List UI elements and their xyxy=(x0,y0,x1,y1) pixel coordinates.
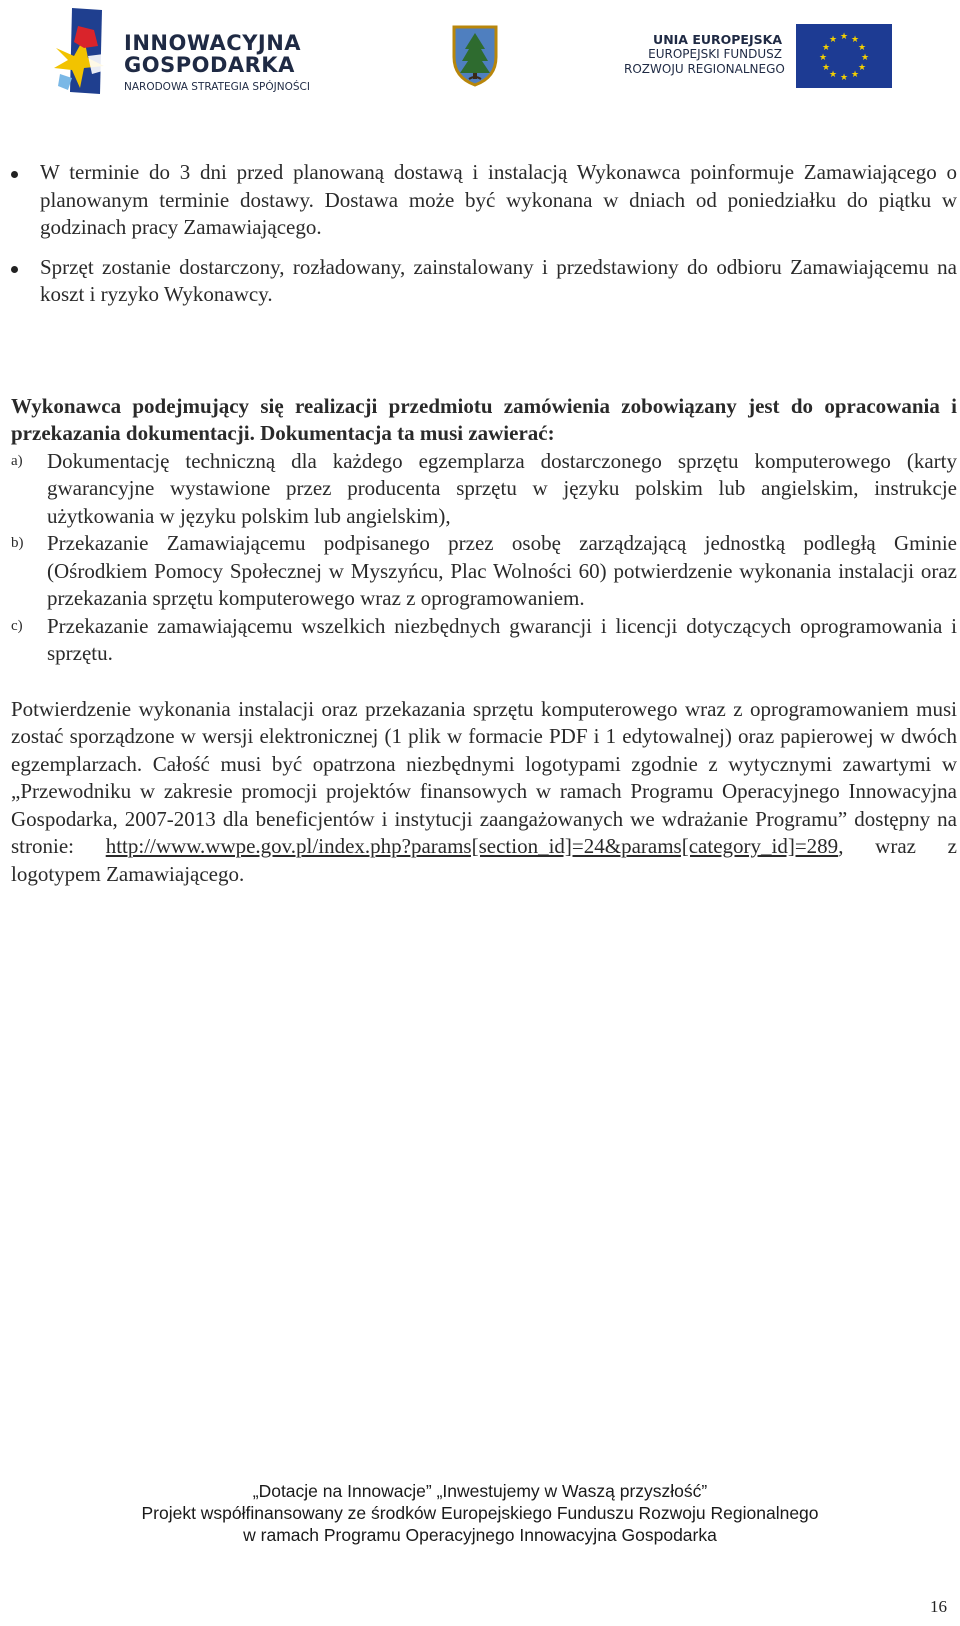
list-marker: c) xyxy=(11,617,23,634)
documentation-list xyxy=(11,448,957,668)
list-item xyxy=(11,448,957,531)
eu-line1: UNIA EUROPEJSKA xyxy=(653,32,782,47)
innowacyjna-gospodarka-mark-icon xyxy=(54,8,110,96)
list-item-text: Dokumentację techniczną dla każdego egzemplarza dostarczonego sprzętu komputerowego (karty gwarancyjne wystawione przez producenta sprzętu w języku polskim lub angielskim, instrukcje użytkowania w języku polskim lub angielskim), xyxy=(47,448,957,528)
bullet-list xyxy=(11,159,957,309)
ig-logo-line1: INNOWACYJNA xyxy=(124,31,302,55)
list-item xyxy=(11,530,957,613)
svg-text:★: ★ xyxy=(821,43,831,53)
eu-line2: EUROPEJSKI FUNDUSZ xyxy=(648,47,782,61)
svg-text:★: ★ xyxy=(821,63,831,73)
svg-text:★: ★ xyxy=(828,70,838,80)
eu-fund-label xyxy=(624,32,785,77)
svg-text:★: ★ xyxy=(850,70,860,80)
list-item-text: Przekazanie zamawiającemu wszelkich niezbędnych gwarancji i licencji dotyczących oprogramowania i sprzętu. xyxy=(47,613,957,665)
svg-text:★: ★ xyxy=(850,35,860,45)
paragraph-text: Potwierdzenie wykonania instalacji oraz przekazania sprzętu komputerowego wraz z oprogramowaniem musi zostać sporządzone w wersji elektronicznej (1 plik w formacie PDF i 1 edytowalnej) oraz papierowej w dwóch egzemplarzach. Całość musi być opatrzona niezbędnymi logotypami zgodnie z wytycznymi zawartymi w „Przewodniku w zakresie promocji projektów finansowych w ramach Programu Operacyjnego Innowacyjna Gospodarka, 2007-2013 dla beneficjentów i instytucji zaangażowanych we wdrażanie Programu” dostępny na stronie: xyxy=(11,696,957,858)
lead-text: Wykonawca podejmujący się realizacji przedmiotu zamówienia zobowiązany jest do opracowania i przekazania dokumentacji. xyxy=(11,393,957,445)
ig-logo-subtitle: NARODOWA STRATEGIA SPÓJNOŚCI xyxy=(124,81,310,93)
ig-logo-line2: GOSPODARKA xyxy=(124,53,295,77)
list-item xyxy=(11,613,957,668)
svg-text:★: ★ xyxy=(839,32,849,42)
page-footer xyxy=(0,1480,960,1546)
eu-line3: ROZWOJU REGIONALNEGO xyxy=(624,62,785,76)
svg-text:★: ★ xyxy=(818,53,828,63)
document-body xyxy=(11,159,957,888)
page-header xyxy=(0,0,960,110)
bullet-item xyxy=(11,159,957,242)
eu-flag-icon xyxy=(796,24,892,88)
bullet-dot-icon xyxy=(11,171,18,178)
bullet-dot-icon xyxy=(11,266,18,273)
page-number: 16 xyxy=(930,1597,947,1616)
svg-text:★: ★ xyxy=(839,73,849,83)
bullet-item xyxy=(11,254,957,309)
promotion-guidelines-link[interactable]: http://www.wwpe.gov.pl/index.php?params[section_id]=24&params[category_id]=289 xyxy=(105,834,839,858)
municipal-crest-icon xyxy=(450,23,500,87)
innowacyjna-gospodarka-logo xyxy=(54,8,344,98)
confirmation-paragraph xyxy=(11,696,957,889)
footer-cofinancing: Projekt współfinansowany ze środków Europejskiego Funduszu Rozwoju Regionalnego xyxy=(141,1503,819,1523)
footer-slogan: „Dotacje na Innowacje” „Inwestujemy w Waszą przyszłość” xyxy=(252,1481,708,1501)
paragraph-tail: , wraz z logotypem Zamawiającego. xyxy=(11,834,957,886)
list-marker: b) xyxy=(11,535,24,551)
bullet-text: Sprzęt zostanie dostarczony, rozładowany, zainstalowany i przedstawiony do odbioru Zamawiającemu na koszt i ryzyko Wykonawcy. xyxy=(40,254,957,306)
svg-text:★: ★ xyxy=(857,63,867,73)
svg-text:★: ★ xyxy=(857,43,867,53)
footer-program: w ramach Programu Operacyjnego Innowacyjna Gospodarka xyxy=(243,1525,717,1545)
lead-text-continued: Dokumentacja ta musi zawierać: xyxy=(254,421,555,445)
bullet-text: W terminie do 3 dni przed planowaną dostawą i instalacją Wykonawca poinformuje Zamawiającego o planowanym terminie dostawy. Dostawa może być wykonana w dniach od poniedziałku do piątku w godzinach pracy Zamawiającego. xyxy=(40,160,957,239)
svg-text:★: ★ xyxy=(828,35,838,45)
list-item-text: Przekazanie Zamawiającemu podpisanego przez osobę zarządzającą jednostką podległą Gminie (Ośrodkiem Pomocy Społecznej w Myszyńcu, Plac Wolności 60) potwierdzenie wykonania instalacji oraz przekazania sprzętu komputerowego wraz z oprogramowaniem. xyxy=(47,531,957,610)
ig-logo-title xyxy=(124,32,301,76)
list-marker: a) xyxy=(11,452,23,469)
documentation-requirements-heading xyxy=(11,393,957,448)
svg-text:★: ★ xyxy=(860,53,870,63)
